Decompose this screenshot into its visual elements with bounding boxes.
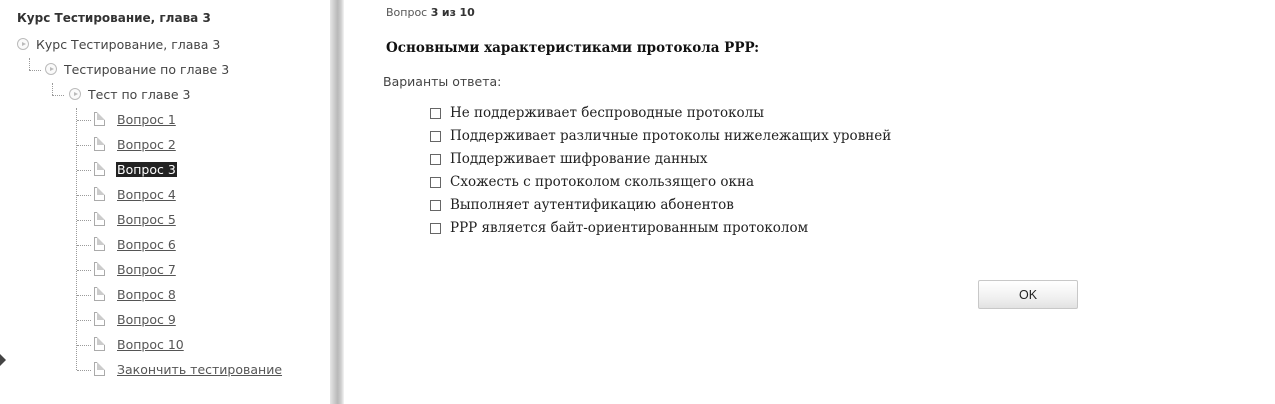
answer-label: Схожесть с протоколом скользящего окна [450, 174, 755, 190]
tree-connector [77, 295, 91, 296]
document-icon [94, 362, 105, 376]
answer-option-3[interactable] [430, 150, 708, 168]
document-icon [94, 137, 105, 151]
answer-checkbox[interactable] [430, 131, 441, 142]
tree-connector [52, 95, 64, 96]
sidebar-divider[interactable] [330, 0, 344, 404]
tree-connector [77, 345, 91, 346]
tree-connector [29, 58, 30, 70]
sidebar [0, 0, 330, 404]
question-link-active[interactable]: Вопрос 3 [117, 161, 176, 177]
collapse-arrow-icon[interactable] [0, 354, 6, 366]
question-link[interactable]: Вопрос 4 [117, 186, 176, 202]
question-link[interactable]: Вопрос 1 [117, 111, 176, 127]
document-icon [94, 112, 105, 126]
tree-node-label: Тестирование по главе 3 [64, 61, 230, 77]
document-icon [94, 162, 105, 176]
tree-node-course[interactable] [17, 35, 220, 53]
answer-label: Поддерживает шифрование данных [450, 151, 708, 167]
answer-checkbox[interactable] [430, 177, 441, 188]
answer-option-4[interactable] [430, 173, 754, 191]
tree-connector [52, 83, 53, 95]
sidebar-course-title: Курс Тестирование, глава 3 [17, 11, 211, 25]
question-link[interactable]: Вопрос 7 [117, 261, 176, 277]
finish-test-link[interactable]: Закончить тестирование [117, 361, 283, 377]
answer-label: Выполняет аутентификацию абонентов [450, 197, 734, 213]
tree-connector [76, 108, 77, 370]
expand-circle-icon [45, 63, 57, 75]
answer-checkbox[interactable] [430, 154, 441, 165]
document-icon [94, 212, 105, 226]
tree-connector [77, 120, 91, 121]
tree-connector [77, 270, 91, 271]
question-link[interactable]: Вопрос 8 [117, 286, 176, 302]
tree-node-chapter[interactable] [45, 60, 229, 78]
tree-node-label: Тест по главе 3 [88, 86, 191, 102]
tree-connector [77, 320, 91, 321]
document-icon [94, 237, 105, 251]
answer-label: Не поддерживает беспроводные протоколы [450, 105, 765, 121]
question-link[interactable]: Вопрос 2 [117, 136, 176, 152]
question-link[interactable]: Вопрос 10 [117, 336, 184, 352]
tree-node-test[interactable] [69, 85, 190, 103]
tree-connector [77, 195, 91, 196]
answer-label: PPP является байт-ориентированным протоколом [450, 220, 809, 236]
counter-prefix: Вопрос [386, 6, 428, 19]
document-icon [94, 337, 105, 351]
ok-button[interactable]: OK [978, 280, 1078, 309]
expand-circle-icon [69, 88, 81, 100]
sidebar-item-question-2[interactable] [94, 135, 177, 153]
sidebar-item-question-6[interactable] [94, 235, 177, 253]
tree-connector [77, 145, 91, 146]
sidebar-item-question-10[interactable] [94, 335, 185, 353]
answer-checkbox[interactable] [430, 223, 441, 234]
question-link[interactable]: Вопрос 9 [117, 311, 176, 327]
sidebar-item-question-4[interactable] [94, 185, 177, 203]
answer-option-1[interactable] [430, 104, 764, 122]
document-icon [94, 287, 105, 301]
answer-checkbox[interactable] [430, 200, 441, 211]
answer-label: Поддерживает различные протоколы нижележащих уровней [450, 128, 892, 144]
sidebar-item-question-8[interactable] [94, 285, 177, 303]
answer-option-2[interactable] [430, 127, 891, 145]
sidebar-item-question-7[interactable] [94, 260, 177, 278]
tree-connector [29, 70, 41, 71]
tree-node-label: Курс Тестирование, глава 3 [36, 36, 221, 52]
sidebar-item-question-5[interactable] [94, 210, 177, 228]
question-link[interactable]: Вопрос 6 [117, 236, 176, 252]
question-link[interactable]: Вопрос 5 [117, 211, 176, 227]
question-text: Основными характеристиками протокола PPP: [386, 40, 760, 56]
answer-checkbox[interactable] [430, 108, 441, 119]
answer-option-6[interactable] [430, 219, 808, 237]
expand-circle-icon [17, 38, 29, 50]
document-icon [94, 262, 105, 276]
counter-total: 10 [459, 6, 475, 19]
sidebar-item-question-3[interactable] [94, 160, 177, 178]
document-icon [94, 187, 105, 201]
answers-label: Варианты ответа: [383, 74, 502, 89]
tree-connector [77, 170, 91, 171]
question-counter [386, 6, 475, 19]
sidebar-item-question-9[interactable] [94, 310, 177, 328]
tree-connector [77, 245, 91, 246]
counter-current: 3 [430, 6, 439, 19]
counter-separator: из [441, 6, 456, 19]
answer-option-5[interactable] [430, 196, 734, 214]
tree-connector [77, 220, 91, 221]
sidebar-item-question-1[interactable] [94, 110, 177, 128]
tree-connector [77, 370, 91, 371]
sidebar-item-finish[interactable] [94, 360, 283, 378]
document-icon [94, 312, 105, 326]
